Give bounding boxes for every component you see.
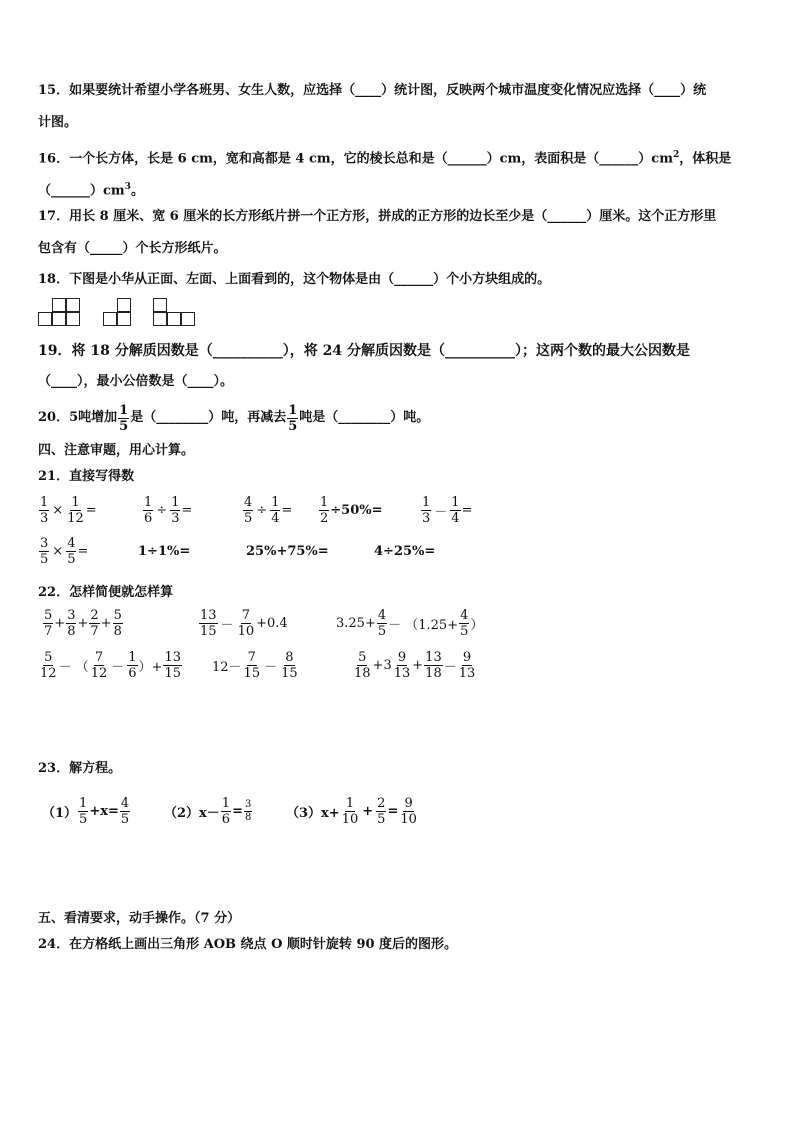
q22-expr-1: $\frac{5}{7}$ + $\frac{3}{8}$ + $\frac{2}{7}$ + $\frac{5}{8}$ — [44, 608, 122, 639]
question-15-line2: 计图。 — [38, 115, 78, 130]
question-19-line1: 19．将 18 分解质因数是（__________），将 24 分解质因数是（__________）；这两个数的最大公因数是 — [38, 343, 690, 359]
q21-expr-9: 4÷25%= — [374, 544, 436, 559]
q21-expr-5: $\frac{1}{3}$ － $\frac{1}{4}$ = — [422, 495, 473, 526]
q22-expr-3: 3.25+ $\frac{4}{5}$ － （1.25+ $\frac{4}{5}$ ） — [336, 608, 484, 639]
question-15-line1: 15．如果要统计希望小学各班男、女生人数，应选择（____）统计图，反映两个城市温度变化情况应选择（____）统 — [38, 83, 707, 98]
question-24-text: 24．在方格纸上画出三角形 AOB 绕点 O 顺时针旋转 90 度后的图形。 — [38, 937, 458, 952]
q23-equation-2: （2）x－ $\frac{1}{6}$ = $\frac{3}{8}$ — [164, 796, 252, 827]
section-4-heading: 四、注意审题，用心计算。 — [38, 443, 195, 458]
q21-expr-2: $\frac{1}{6}$ ÷ $\frac{1}{3}$ = — [144, 495, 193, 526]
question-21-title: 21．直接写得数 — [38, 469, 135, 484]
q23-equation-3: （3）x+ $\frac{1}{10}$ + $\frac{2}{5}$ = $\frac{9}{10}$ — [286, 796, 417, 827]
q21-expr-3: $\frac{4}{5}$ ÷ $\frac{1}{4}$ = — [244, 495, 293, 526]
question-17-line1: 17．用长 8 厘米、宽 6 厘米的长方形纸片拼一个正方形，拼成的正方形的边长至少是（______）厘米。这个正方形里 — [38, 209, 717, 224]
question-23-title: 23．解方程。 — [38, 761, 122, 776]
q21-expr-1: $\frac{1}{3}$ × $\frac{1}{12}$ = — [40, 495, 97, 526]
section-5-heading: 五、看清要求，动手操作。（7 分） — [38, 911, 241, 926]
q22-expr-6: $\frac{5}{18}$ +3 $\frac{9}{13}$ + $\frac{13}{18}$ － $\frac{9}{13}$ — [354, 650, 476, 681]
q21-expr-7: 1÷1%= — [138, 544, 191, 559]
question-18-text: 18．下图是小华从正面、左面、上面看到的，这个物体是由（______）个小方块组成的。 — [38, 272, 551, 287]
q22-expr-5: 12－ $\frac{7}{15}$ － $\frac{8}{15}$ — [212, 650, 298, 681]
q22-expr-2: $\frac{13}{15}$ － $\frac{7}{10}$ +0.4 — [200, 608, 288, 639]
question-22-title: 22．怎样简便就怎样算 — [38, 585, 174, 600]
question-20: 20．5吨增加 $\frac{1}{5}$ 是（________）吨，再减去 $\frac{1}{5}$ 吨是（________）吨。 — [38, 402, 430, 434]
question-17-line2: 包含有（_____）个长方形纸片。 — [38, 241, 227, 256]
question-19-line2: （____），最小公倍数是（____）。 — [38, 374, 234, 389]
q21-expr-8: 25%+75%= — [246, 544, 329, 559]
question-16-line2: $(\_\_\_\_\_\_)cm^3$。 — [38, 182, 144, 199]
q23-equation-1: （1） $\frac{1}{5}$ +x= $\frac{4}{5}$ — [42, 796, 130, 827]
question-16-line1: 16．一个长方体，长是 6 cm，宽和高都是 4 cm，它的棱长总和是（______）cm，表面积是$(\_\_\_\_\_\_)cm^2$，体积是 — [38, 150, 732, 167]
q21-expr-6: $\frac{3}{5}$ × $\frac{4}{5}$ = — [40, 536, 89, 567]
q21-expr-4: $\frac{1}{2}$ ÷50%= — [320, 495, 383, 526]
q22-expr-4: $\frac{5}{12}$ － （ $\frac{7}{12}$ － $\frac{1}{6}$ ）+ $\frac{13}{15}$ — [40, 650, 181, 681]
